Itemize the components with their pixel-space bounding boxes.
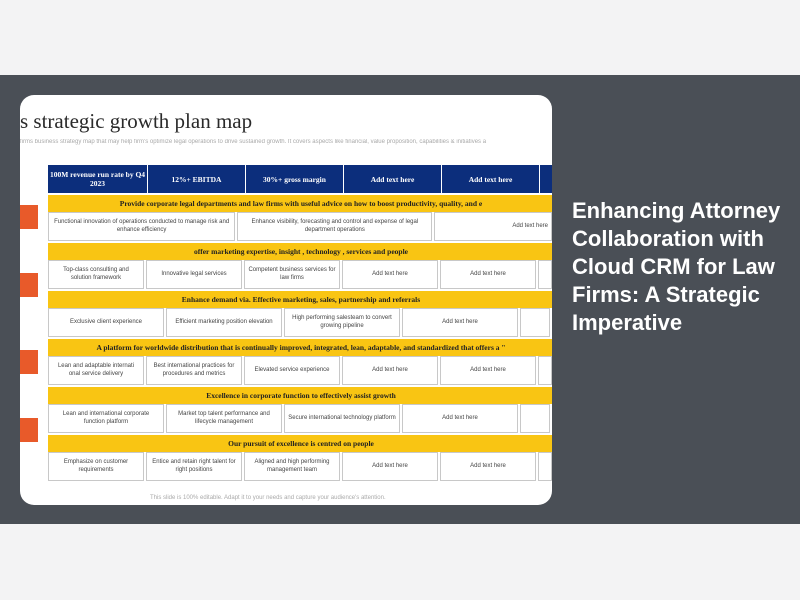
table-cell: Aligned and high performing management team <box>244 452 340 481</box>
section-heading: Our pursuit of excellence is centred on people <box>48 435 552 452</box>
table-header-row <box>48 165 552 193</box>
table-cell: Market top talent performance and lifecycle management <box>166 404 282 433</box>
table-cell-overflow <box>520 308 550 337</box>
table-cell-overflow <box>538 260 552 289</box>
table-cell: Add text here <box>402 308 518 337</box>
table-cell-overflow <box>538 452 552 481</box>
table-cell: Best international practices for procedures and metrics <box>146 356 242 385</box>
slide-preview-image[interactable] <box>20 95 552 505</box>
table-cell: Entice and retain right talent for right positions <box>146 452 242 481</box>
section-marker <box>20 418 38 442</box>
table-cell: Secure international technology platform <box>284 404 400 433</box>
header-cell: Add text here <box>344 165 442 193</box>
header-cell: 12%+ EBITDA <box>148 165 246 193</box>
table-cell: Top-class consulting and solution framework <box>48 260 144 289</box>
table-cell: Competent business services for law firms <box>244 260 340 289</box>
table-cell-overflow <box>520 404 550 433</box>
table-cell: Lean and adaptable internati onal service delivery <box>48 356 144 385</box>
header-cell: 30%+ gross margin <box>246 165 344 193</box>
section-heading: Excellence in corporate function to effectively assist growth <box>48 387 552 404</box>
section-heading: offer marketing expertise, insight , technology , services and people <box>48 243 552 260</box>
section-cells <box>48 356 552 385</box>
article-headline[interactable]: Enhancing Attorney Collaboration with Cloud CRM for Law Firms: A Strategic Imperative <box>572 198 781 335</box>
section-cells <box>48 260 552 289</box>
table-cell: Add text here <box>342 356 438 385</box>
table-cell: Functional innovation of operations conducted to manage risk and enhance efficiency <box>48 212 235 241</box>
slide-title: s strategic growth plan map <box>20 109 253 133</box>
table-cell: Emphasize on customer requirements <box>48 452 144 481</box>
section-cells <box>48 452 552 481</box>
section-marker <box>20 350 38 374</box>
table-cell: Elevated service experience <box>244 356 340 385</box>
section-marker <box>20 273 38 297</box>
slide-footer: This slide is 100% editable. Adapt it to your needs and capture your audience's attention. <box>150 495 386 501</box>
table-cell: Add text here <box>402 404 518 433</box>
table-cell: Add text here <box>342 260 438 289</box>
table-cell: Enhance visibility, forecasting and control and expense of legal department operations <box>237 212 432 241</box>
table-cell: Lean and international corporate function platform <box>48 404 164 433</box>
table-cell: Add text here <box>440 356 536 385</box>
header-cell: 100M revenue run rate by Q4 2023 <box>48 165 148 193</box>
section-heading: Provide corporate legal departments and law firms with useful advice on how to boost productivity, quality, and e <box>48 195 552 212</box>
slide-subtitle: firms business strategy map that may help firm's optimize legal operations to drive sustained growth. It covers aspects like financial, value proposition, capabilities & initiatives a <box>20 139 487 145</box>
table-cell: Add text here <box>342 452 438 481</box>
table-cell: Exclusive client experience <box>48 308 164 337</box>
header-cell: Add text here <box>442 165 540 193</box>
section-cells <box>48 212 552 241</box>
table-cell: High performing salesteam to convert growing pipeline <box>284 308 400 337</box>
table-cell: Add text here <box>440 260 536 289</box>
section-marker <box>20 205 38 229</box>
table-cell: Add text here <box>434 212 552 241</box>
table-cell: Efficient marketing position elevation <box>166 308 282 337</box>
section-cells <box>48 308 552 337</box>
section-heading: A platform for worldwide distribution that is continually improved, integrated, lean, adaptable, and standardized that offers a " <box>48 339 552 356</box>
table-cell-overflow <box>538 356 552 385</box>
table-cell: Add text here <box>440 452 536 481</box>
section-cells <box>48 404 552 433</box>
section-heading: Enhance demand via. Effective marketing, sales, partnership and referrals <box>48 291 552 308</box>
table-cell: Innovative legal services <box>146 260 242 289</box>
strategy-table <box>48 165 552 481</box>
